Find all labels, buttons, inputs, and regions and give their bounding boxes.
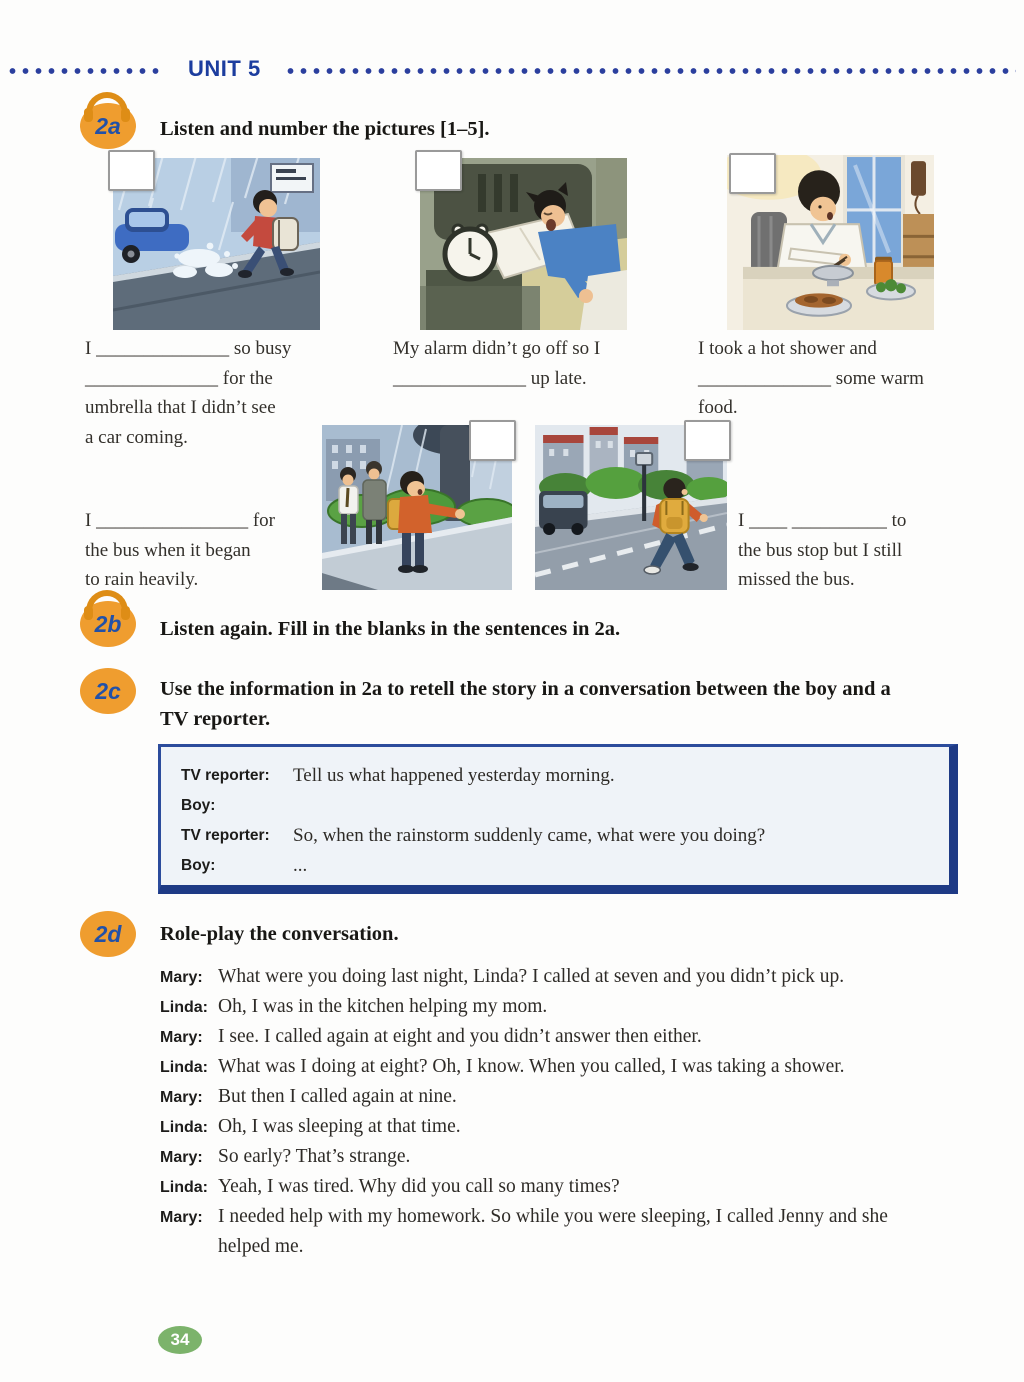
section-2c-badge-label: 2c: [95, 677, 121, 704]
picture-5: [535, 425, 727, 590]
section-2d-badge-label: 2d: [94, 920, 122, 947]
section-2c-badge: [80, 668, 136, 714]
section-2d-badge: [80, 911, 136, 957]
dialogue-line: [160, 1082, 905, 1112]
speaker-label: Mary:: [160, 1029, 203, 1046]
dialogue-text: What was I doing at eight? Oh, I know. When you called, I was taking a shower.: [218, 1056, 845, 1077]
retell-row: [181, 761, 931, 791]
dialogue-text: I see. I called again at eight and you didn’t answer then either.: [218, 1026, 702, 1047]
headphones-icon: [86, 92, 128, 116]
answer-box-5[interactable]: [684, 420, 731, 461]
page-number-badge: [158, 1326, 202, 1354]
dialogue-text: So, when the rainstorm suddenly came, what were you doing?: [293, 825, 766, 846]
section-2a-badge: [80, 103, 136, 149]
picture-4: [322, 425, 512, 590]
dialogue-text: I needed help with my homework. So while you were sleeping, I called Jenny and she helped me.: [218, 1206, 888, 1257]
speaker-label: Mary:: [160, 1089, 203, 1106]
answer-box-1[interactable]: [108, 150, 155, 191]
picture-1: [113, 158, 320, 330]
speaker-label: Linda:: [160, 1059, 208, 1076]
picture-3: [727, 155, 934, 330]
retell-row: [181, 791, 931, 821]
dialogue-text: Oh, I was in the kitchen helping my mom.: [218, 996, 548, 1017]
dialogue-line: [160, 962, 905, 992]
dialogue-text: Oh, I was sleeping at that time.: [218, 1116, 461, 1137]
dialogue-line: [160, 1172, 905, 1202]
caption-picture-1: I ______________ so busy ______________ for the umbrella that I didn’t see a car coming.: [85, 338, 292, 448]
speaker-label: Mary:: [160, 1149, 203, 1166]
dialogue-line: [160, 992, 905, 1022]
retell-row: [181, 821, 931, 851]
dialogue-text: ...: [293, 855, 308, 876]
answer-box-3[interactable]: [729, 153, 776, 194]
dialogue-line: [160, 1142, 905, 1172]
speaker-label: Linda:: [160, 1179, 208, 1196]
speaker-label: Boy:: [181, 857, 216, 874]
dotted-rule-left: [6, 66, 164, 76]
section-2d-title: Role-play the conversation.: [160, 923, 399, 945]
speaker-label: Linda:: [160, 999, 208, 1016]
dialogue-text: But then I called again at nine.: [218, 1086, 457, 1107]
dialogue-text: So early? That’s strange.: [218, 1146, 411, 1167]
speaker-label: Linda:: [160, 1119, 208, 1136]
dialogue-text: What were you doing last night, Linda? I called at seven and you didn’t pick up.: [218, 966, 845, 987]
caption-picture-3: I took a hot shower and ______________ some warm food.: [698, 338, 924, 418]
answer-box-2[interactable]: [415, 150, 462, 191]
dialogue-line: [160, 1022, 905, 1052]
speaker-label: TV reporter:: [181, 827, 270, 844]
retell-conversation-box: [158, 744, 958, 894]
dotted-rule-right: [284, 66, 1016, 76]
section-2b-badge: [80, 601, 136, 647]
speaker-label: TV reporter:: [181, 767, 270, 784]
dialogue-text: Yeah, I was tired. Why did you call so many times?: [218, 1176, 620, 1197]
dialogue-line: [160, 1052, 905, 1082]
caption-picture-2: My alarm didn’t go off so I ______________ up late.: [393, 338, 601, 389]
caption-picture-4: I ________________ for the bus when it began to rain heavily.: [85, 510, 275, 590]
speaker-label: Mary:: [160, 969, 203, 986]
picture-2: [420, 158, 627, 330]
dialogue-line: [160, 1112, 905, 1142]
section-2b-title: Listen again. Fill in the blanks in the sentences in 2a.: [160, 618, 621, 640]
section-2a-title: Listen and number the pictures [1–5].: [160, 118, 490, 140]
section-2b-badge-label: 2b: [94, 610, 122, 637]
unit-title: UNIT 5: [188, 56, 261, 81]
dialogue-line: [160, 1202, 905, 1261]
dialogue-text: [293, 791, 931, 821]
roleplay-dialogue: [160, 962, 905, 1261]
retell-row: [181, 851, 931, 881]
caption-picture-5: I ____ __________ to the bus stop but I still missed the bus.: [738, 510, 907, 590]
speaker-label: Mary:: [160, 1209, 203, 1226]
speaker-label: Boy:: [181, 797, 216, 814]
page-number: 34: [170, 1330, 190, 1349]
section-2c-title: Use the information in 2a to retell the story in a conversation between the boy and a TV reporter.: [160, 678, 891, 730]
answer-box-4[interactable]: [469, 420, 516, 461]
section-2a-badge-label: 2a: [95, 112, 121, 139]
dialogue-text: Tell us what happened yesterday morning.: [293, 765, 615, 786]
